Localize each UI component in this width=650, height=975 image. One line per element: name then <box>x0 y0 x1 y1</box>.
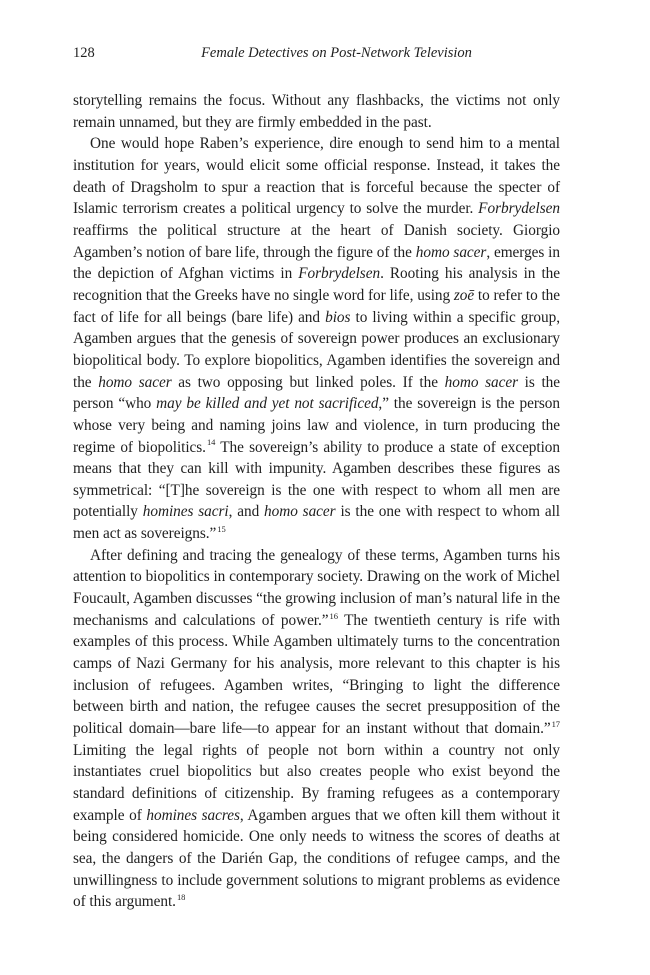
text-run: After defining and tracing the genealogy of these terms, Agamben turns his attention to biopolitics in contemporary society. Drawing on the work of Michel Foucault, Agamben discusses “the growing inclusion of man’s natural life in the mechanisms and calculations of power.” <box>73 546 560 629</box>
italic-text: homines sacri <box>142 503 229 521</box>
text-run: , emerges in the depiction of Afghan victims in <box>73 243 560 283</box>
text-run: reaffirms the political structure at the heart of Danish society. Giorgio Agamben’s notion of bare life, through the figure of the <box>73 221 560 261</box>
text-run: is the one with respect to whom all men act as sovereigns.” <box>73 503 560 543</box>
italic-text: bios <box>325 308 351 326</box>
paragraph <box>73 545 560 913</box>
text-run: , Agamben argues that we often kill them without it being considered homicide. One only needs to witness the scores of deaths at sea, the dangers of the Darién Gap, the conditions of refugee camps, and the unwillingness to include government solutions to migrant problems as evidence of this argument. <box>73 806 560 911</box>
text-run: . Rooting his analysis in the recognition that the Greeks have no single word for life, using <box>73 265 560 304</box>
page-number: 128 <box>73 45 95 61</box>
text-run: to refer to the fact of life for all beings (bare life) and <box>73 286 561 326</box>
italic-text: homo sacer <box>415 243 487 261</box>
text-run: Limiting the legal rights of people not born within a country not only instantiates cruel biopolitics but also creates people who exist beyond the standard definitions of citizenship. By framing refugees as a contemporary example of <box>73 741 560 824</box>
text-run: , and <box>228 503 265 521</box>
text-run: storytelling remains the focus. Without any flashbacks, the victims not only remain unnamed, but they are firmly embedded in the past. <box>73 92 560 131</box>
footnote-ref: 15 <box>217 524 226 535</box>
body-text <box>73 90 560 913</box>
italic-text: homo sacer <box>444 373 518 391</box>
running-head <box>73 40 560 66</box>
text-run: ,” the sovereign is the person whose very being and naming joins law and violence, in turn producing the regime of biopolitics. <box>73 395 560 456</box>
italic-text: zoē <box>453 286 475 304</box>
paragraph <box>73 133 560 544</box>
italic-text: homines sacres <box>146 806 240 824</box>
footnote-ref: 14 <box>206 437 216 448</box>
footnote-ref: 18 <box>176 892 186 903</box>
running-title: Female Detectives on Post-Network Television <box>201 45 472 61</box>
paragraph <box>73 90 560 133</box>
italic-text: may be killed and yet not sacrificed <box>156 395 379 413</box>
italic-text: Forbrydelsen <box>478 200 560 218</box>
footnote-ref: 16 <box>329 610 338 621</box>
text-run: as two opposing but linked poles. If the <box>171 373 445 391</box>
text-run: One would hope Raben’s experience, dire enough to send him to a mental institution for years, would elicit some official response. Instead, it takes the death of Dragsholm to spur a reaction that is forceful because the specter of Islamic terrorism creates a political urgency to solve the murder. <box>73 135 560 218</box>
text-run: The twentieth century is rife with examples of this process. While Agamben ultimately turns to the concentration camps of Nazi Germany for his analysis, more relevant to this chapter is his inclusion of refugees. Agamben writes, “Bringing to light the difference between birth and nation, the refugee causes the secret presupposition of the political domain—bare life—to appear for an instant without that domain.” <box>73 611 560 738</box>
italic-text: Forbrydelsen <box>298 265 381 283</box>
footnote-ref: 17 <box>551 718 560 729</box>
italic-text: homo sacer <box>98 373 172 391</box>
text-run: is the person “who <box>73 373 561 413</box>
text-run: The sovereign’s ability to produce a state of exception means that they can kill with impunity. Agamben describes these figures as symmetrical: “[T]he sovereign is the one with respect to whom all men are potentially <box>73 438 561 521</box>
book-page <box>73 40 560 913</box>
text-run: to living within a specific group, Agamben argues that the genesis of sovereign power produces an exclusionary biopolitical body. To explore biopolitics, Agamben identifies the sovereign and the <box>73 308 561 391</box>
italic-text: homo sacer <box>264 503 336 521</box>
